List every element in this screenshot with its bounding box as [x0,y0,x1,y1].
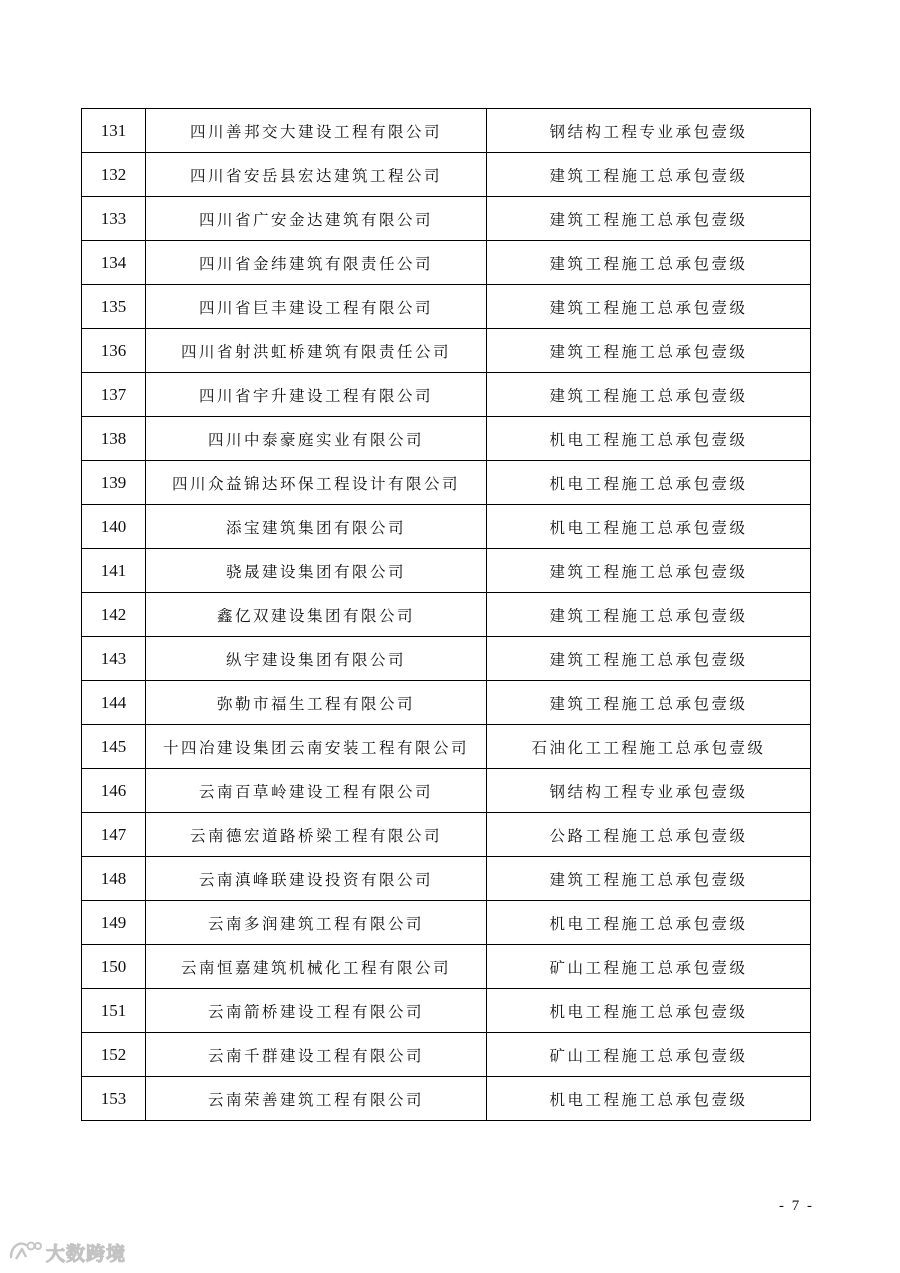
qualification-cell: 钢结构工程专业承包壹级 [487,769,811,813]
qualification-cell: 机电工程施工总承包壹级 [487,901,811,945]
qualification-cell: 建筑工程施工总承包壹级 [487,637,811,681]
table-body [82,109,811,1121]
table-row [82,1077,811,1121]
row-number-cell: 144 [82,681,146,725]
row-number-cell: 150 [82,945,146,989]
row-number-cell: 138 [82,417,146,461]
table-row [82,461,811,505]
row-number-cell: 136 [82,329,146,373]
company-name-cell: 四川省金纬建筑有限责任公司 [146,241,487,285]
table-row [82,681,811,725]
row-number-cell: 145 [82,725,146,769]
table-row [82,769,811,813]
row-number-cell: 143 [82,637,146,681]
company-name-cell: 四川善邦交大建设工程有限公司 [146,109,487,153]
table-row [82,285,811,329]
table-row [82,857,811,901]
row-number-cell: 135 [82,285,146,329]
row-number-cell: 140 [82,505,146,549]
page-number: - 7 - [779,1198,814,1214]
row-number-cell: 153 [82,1077,146,1121]
qualification-cell: 石油化工工程施工总承包壹级 [487,725,811,769]
row-number-cell: 147 [82,813,146,857]
row-number-cell: 133 [82,197,146,241]
company-name-cell: 四川省巨丰建设工程有限公司 [146,285,487,329]
qualification-cell: 建筑工程施工总承包壹级 [487,593,811,637]
qualification-cell: 机电工程施工总承包壹级 [487,461,811,505]
row-number-cell: 151 [82,989,146,1033]
table-row [82,725,811,769]
company-name-cell: 十四冶建设集团云南安装工程有限公司 [146,725,487,769]
table-row [82,505,811,549]
row-number-cell: 141 [82,549,146,593]
qualification-cell: 建筑工程施工总承包壹级 [487,549,811,593]
company-name-cell: 四川众益锦达环保工程设计有限公司 [146,461,487,505]
company-name-cell: 云南恒嘉建筑机械化工程有限公司 [146,945,487,989]
qualification-cell: 机电工程施工总承包壹级 [487,989,811,1033]
table-row [82,593,811,637]
company-name-cell: 纵宇建设集团有限公司 [146,637,487,681]
qualification-cell: 建筑工程施工总承包壹级 [487,285,811,329]
qualification-cell: 建筑工程施工总承包壹级 [487,373,811,417]
row-number-cell: 137 [82,373,146,417]
row-number-cell: 146 [82,769,146,813]
table-row [82,109,811,153]
qualification-cell: 建筑工程施工总承包壹级 [487,153,811,197]
table-row [82,549,811,593]
company-name-cell: 云南荣善建筑工程有限公司 [146,1077,487,1121]
table-row [82,417,811,461]
qualification-cell: 建筑工程施工总承包壹级 [487,329,811,373]
qualification-cell: 机电工程施工总承包壹级 [487,505,811,549]
brand-logo-icon [8,1237,42,1267]
company-name-cell: 弥勒市福生工程有限公司 [146,681,487,725]
row-number-cell: 134 [82,241,146,285]
table-row [82,373,811,417]
company-name-cell: 云南千群建设工程有限公司 [146,1033,487,1077]
company-qualification-table [81,108,811,1121]
qualification-cell: 矿山工程施工总承包壹级 [487,1033,811,1077]
qualification-cell: 公路工程施工总承包壹级 [487,813,811,857]
row-number-cell: 139 [82,461,146,505]
watermark-text: 大数跨境 [46,1242,127,1265]
company-name-cell: 云南多润建筑工程有限公司 [146,901,487,945]
company-name-cell: 云南滇峰联建设投资有限公司 [146,857,487,901]
qualification-cell: 矿山工程施工总承包壹级 [487,945,811,989]
company-name-cell: 云南德宏道路桥梁工程有限公司 [146,813,487,857]
qualification-cell: 机电工程施工总承包壹级 [487,417,811,461]
company-name-cell: 添宝建筑集团有限公司 [146,505,487,549]
company-name-cell: 四川省射洪虹桥建筑有限责任公司 [146,329,487,373]
qualification-cell: 建筑工程施工总承包壹级 [487,681,811,725]
row-number-cell: 132 [82,153,146,197]
table-row [82,197,811,241]
watermark [8,1238,126,1266]
qualification-cell: 建筑工程施工总承包壹级 [487,197,811,241]
qualification-cell: 钢结构工程专业承包壹级 [487,109,811,153]
company-name-cell: 鑫亿双建设集团有限公司 [146,593,487,637]
table-row [82,637,811,681]
table-row [82,945,811,989]
row-number-cell: 148 [82,857,146,901]
table-row [82,153,811,197]
row-number-cell: 149 [82,901,146,945]
qualification-cell: 机电工程施工总承包壹级 [487,1077,811,1121]
qualification-cell: 建筑工程施工总承包壹级 [487,241,811,285]
row-number-cell: 131 [82,109,146,153]
table-row [82,329,811,373]
company-name-cell: 云南箭桥建设工程有限公司 [146,989,487,1033]
company-name-cell: 四川省宇升建设工程有限公司 [146,373,487,417]
table-row [82,241,811,285]
row-number-cell: 142 [82,593,146,637]
row-number-cell: 152 [82,1033,146,1077]
company-name-cell: 骁晟建设集团有限公司 [146,549,487,593]
table-row [82,1033,811,1077]
table-row [82,813,811,857]
table-row [82,989,811,1033]
company-name-cell: 四川中泰豪庭实业有限公司 [146,417,487,461]
company-name-cell: 四川省广安金达建筑有限公司 [146,197,487,241]
qualification-cell: 建筑工程施工总承包壹级 [487,857,811,901]
company-name-cell: 云南百草岭建设工程有限公司 [146,769,487,813]
company-name-cell: 四川省安岳县宏达建筑工程公司 [146,153,487,197]
table-row [82,901,811,945]
